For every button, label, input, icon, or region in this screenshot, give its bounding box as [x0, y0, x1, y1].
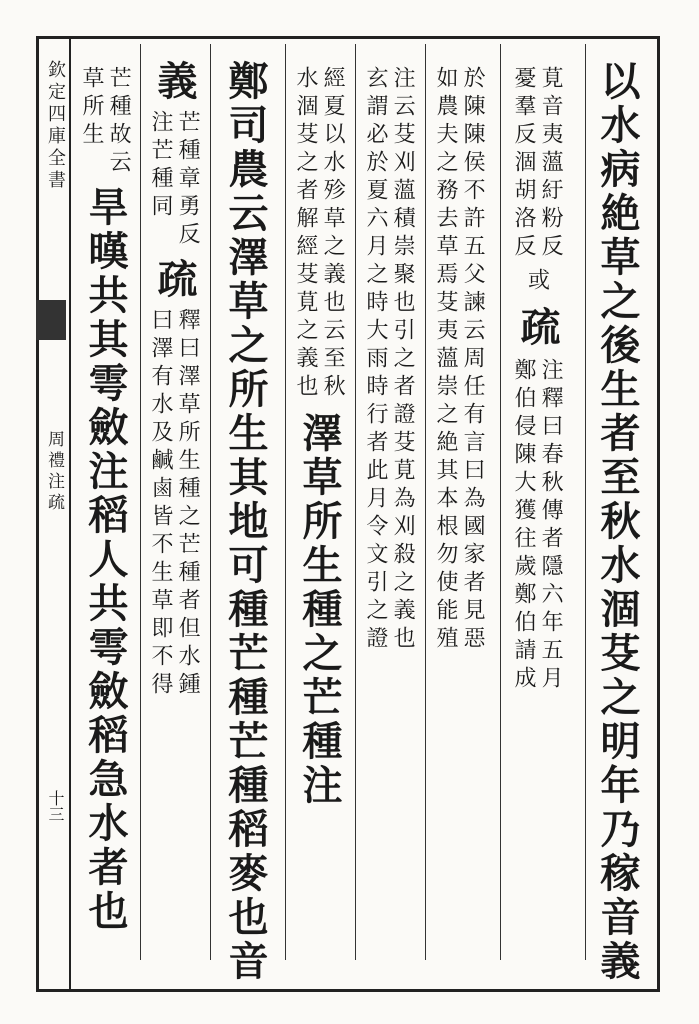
- text-column-2: [510, 66, 564, 694]
- annotation-left: 注芒種同: [148, 110, 173, 222]
- main-text: 以水病絶草之後生者至秋水涸芟之明年乃稼音義: [594, 60, 641, 984]
- annotation-right: 注云芟刈薀積崇聚也引之者證芟莧為刈殺之義也: [390, 66, 416, 654]
- section-title: 周禮注疏: [44, 430, 64, 514]
- main-text: 鄭司農云澤草之所生其地可種芒種芒種稻麥也音: [222, 60, 269, 984]
- book-title: 欽定四庫全書: [45, 60, 66, 192]
- main-text: 旱暵共其雩斂注稻人共雩斂稻急水者也: [82, 186, 129, 934]
- annotation-pair: [512, 358, 562, 694]
- annotation-pair: [434, 66, 484, 654]
- gutter-mark-top: [36, 300, 66, 340]
- phonetic-marker: 義: [151, 60, 198, 104]
- column-rule: [425, 44, 426, 960]
- annotation-left: 草所生: [79, 66, 104, 150]
- text-column-8: [78, 66, 132, 934]
- text-column-1: [590, 60, 644, 984]
- annotation-right: 注釋曰春秋傳者隱六年五月: [538, 358, 564, 694]
- annotation-right: 釋曰澤草所生種之芒種者但水鍾: [175, 308, 201, 700]
- column-rule: [140, 44, 141, 960]
- text-column-4: [362, 66, 416, 654]
- column-rule: [210, 44, 211, 960]
- annotation-pair: [294, 66, 344, 402]
- text-column-7: [147, 60, 201, 700]
- annotation-pair: [149, 308, 199, 700]
- annotation-pair: [512, 66, 562, 262]
- column-rule: [355, 44, 356, 960]
- commentary-marker: 疏: [514, 306, 561, 350]
- annotation-left: 玄謂必於夏六月之時大雨時行者此月令文引之證: [363, 66, 388, 654]
- column-rule: [500, 44, 501, 960]
- column-rule: [285, 44, 286, 960]
- text-column-6: [218, 60, 272, 984]
- text-column-3: [432, 66, 486, 654]
- annotation-left: 水涸芟之者解經芟莧之義也: [293, 66, 318, 402]
- page-number: 十三: [46, 790, 65, 822]
- annotation-left: 如農夫之務去草焉芟夷薀崇之絶其本根勿使能殖: [433, 66, 458, 654]
- annotation-extra: 或: [524, 268, 550, 296]
- annotation-left: 憂羣反涸胡洛反: [511, 66, 536, 262]
- annotation-pair: [80, 66, 130, 178]
- annotation-right: 芒種故云: [106, 66, 132, 178]
- annotation-pair: [364, 66, 414, 654]
- annotation-left: 鄭伯侵陳大獲往歲鄭伯請成: [511, 358, 536, 694]
- annotation-right: 莧音夷薀紆粉反: [538, 66, 564, 262]
- annotation-left: 曰澤有水及鹹鹵皆不生草即不得: [148, 308, 173, 700]
- annotation-right: 芒種章勇反: [175, 110, 201, 250]
- annotation-pair: [149, 110, 199, 250]
- annotation-right: 經夏以水殄草之義也云至秋: [320, 66, 346, 402]
- text-column-5: [292, 66, 346, 808]
- column-rule: [585, 44, 586, 960]
- annotation-right: 於陳陳侯不許五父諫云周任有言曰為國家者見惡: [460, 66, 486, 654]
- commentary-marker: 疏: [151, 258, 198, 302]
- main-text: 澤草所生種之芒種注: [296, 412, 343, 808]
